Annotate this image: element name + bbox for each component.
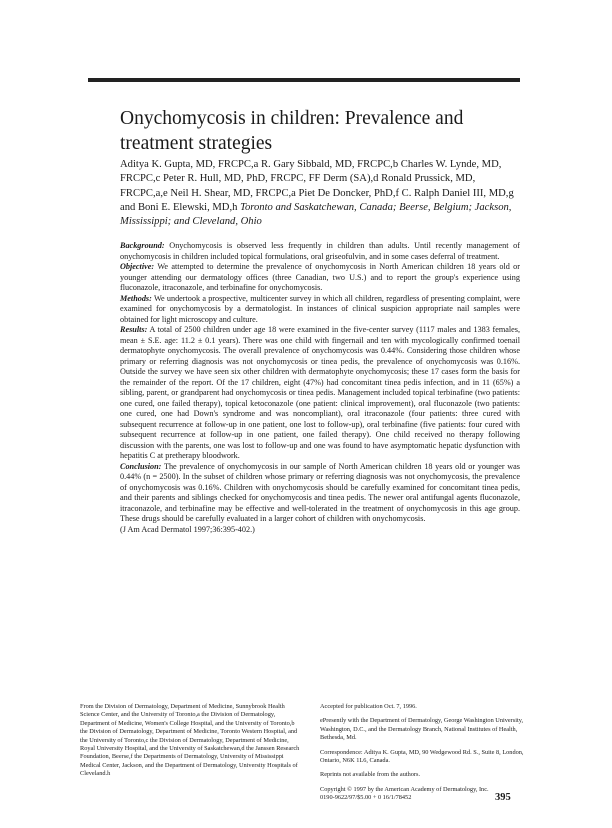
correspondence-note: Correspondence: Aditya K. Gupta, MD, 90 Wedgewood Rd. S., Suite 8, London, Ontario, N6K 1L6, Canada. — [320, 748, 524, 765]
article-title: Onychomycosis in children: Prevalence and treatment strategies — [120, 108, 464, 154]
background-label: Background: — [120, 241, 165, 250]
methods-label: Methods: — [120, 293, 152, 303]
copyright-text: Copyright © 1997 by the American Academy of Dermatology, Inc. — [320, 785, 489, 793]
abstract-methods — [120, 294, 520, 326]
objective-label: Objective: — [120, 262, 155, 271]
issn-text: 0190-9622/97/$5.00 + 0 16/1/78452 — [320, 794, 412, 802]
abstract-citation: (J Am Acad Dermatol 1997;36:395-402.) — [120, 524, 255, 534]
abstract-objective — [120, 262, 520, 294]
abstract-conclusion — [120, 462, 520, 525]
results-text: A total of 2500 children under age 18 were examined in the five-center survey (1117 males and 1383 females, mean ± S.E. age: 11.2 ± 0.1 years). There was one child with fingernail and ten with mycologically confirmed toenail dermatophyte onychomycosis. The overall prevalence of onychomycosis was 0.44%. Considering those children whose primary or referring diagnosis was not onychomycosis or tinea pedis, the prevalence of onychomycosis was 0.16%. Outside the survey we have seen six other children with dermatophyte onychomycosis; these 17 cases form the basis for the remainder of the report. Of the 17 children, eight (47%) had concomitant tinea pedis infection, and in 11 (65%) a sibling, parent, or grandparent had onychomycosis or tinea pedis. Management included topical terbinafine (two patients: one cured, one failed therapy), topical ketoconazole (one patient: clinical improvement), oral fluconazole (two patients: one cured, one had Down's syndrome and was noncompliant), oral itraconazole (four patients: three cured with subsequent recurrence at follow-up in one patient, one lost to follow-up), oral terbinafine (five patients: four cured with subsequent recurrence at follow-up in one patient, one failed therapy). One child received no therapy following discussion with the parents, one was lost to follow-up and one was found to have asymptomatic hepatic dysfunction with hepatitis C at pretherapy bloodwork. — [120, 325, 520, 460]
reprints-note: Reprints not available from the authors. — [320, 771, 421, 779]
abstract-background — [120, 241, 520, 262]
authors-names: Aditya K. Gupta, MD, FRCPC,a R. Gary Sibbald, MD, FRCPC,b Charles W. Lynde, MD, FRCPC,c Peter R. Hull, MD, PhD, FRCPC, FF Derm (SA),d Ronald Prussick, MD, FRCPC,a,e Neil H. Shear, MD, FRCPC,a Piet De Doncker, PhD,f C. Ralph Daniel III, MD,g and Boni E. Elewski, MD,h — [120, 159, 514, 213]
present-address-note: ePresently with the Department of Dermatology, George Washington University, Washington, D.C., and the Dermatology Branch, National Institutes of Health, Bethesda, Md. — [320, 717, 524, 742]
header-rule — [88, 78, 520, 82]
abstract-results — [120, 325, 520, 462]
affiliations-footnote: From the Division of Dermatology, Department of Medicine, Sunnybrook Health Science Center, and the University of Toronto,a the Division of Dermatology, Department of Medicine, Women's College Hospital, and the University of Toronto,b the Division of Dermatology, Department of Medicine, Toronto Western Hospital, and the University of Toronto,c the Division of Dermatology, Department of Medicine, Royal University Hospital, and the University of Saskatchewan,d the Janssen Research Foundation, Beerse,f the Departments of Dermatology, University of Mississippi Medical Center, Jackson, and the Department of Dermatology, University Hospitals of Cleveland.h — [80, 703, 300, 778]
accepted-note: Accepted for publication Oct. 7, 1996. — [320, 703, 417, 710]
abstract — [120, 241, 520, 535]
results-label: Results: — [120, 325, 148, 334]
objective-text: We attempted to determine the prevalence of onychomycosis in North American children 18 years old or younger attending our dermatology offices (three Canadian, two U.S.) and to report the group's experience using fluconazole, itraconazole, and terbinafine for onychomycosis. — [120, 262, 521, 292]
page-number: 395 — [495, 792, 511, 803]
conclusion-label: Conclusion: — [120, 461, 162, 471]
methods-text: We undertook a prospective, multicenter survey in which all children, regardless of presenting complaint, were examined for onychomycosis by a dermatologist. In instances of clinical suspicion appropriate nail samples were obtained for light microscopy and culture. — [120, 293, 520, 324]
author-list — [120, 158, 520, 229]
background-text: Onychomycosis is observed less frequently in children than adults. Until recently management of onychomycosis in children included topical formulations, oral griseofulvin, and in some cases deferral of treatment. — [120, 241, 521, 261]
conclusion-text: The prevalence of onychomycosis in our sample of North American children 18 years old or younger was 0.44% (n = 2500). In the subset of children whose primary or referring diagnosis was not onychomycosis, the prevalence of onychomycosis was 0.16%. Children with onychomycosis should be carefully examined for concomitant tinea pedis, and their parents and siblings checked for onychomycosis and tinea pedis. The newer oral antifungal agents fluconazole, itraconazole, and terbinafine may be effective and well-tolerated in the treatment of onychomycosis in this age group. These drugs should be carefully evaluated in a larger cohort of children with onychomycosis. — [120, 461, 520, 523]
authors-affiliation: Toronto and Saskatchewan, Canada; Beerse, Belgium; Jackson, Mississippi; and Cleveland, Ohio — [120, 201, 512, 228]
